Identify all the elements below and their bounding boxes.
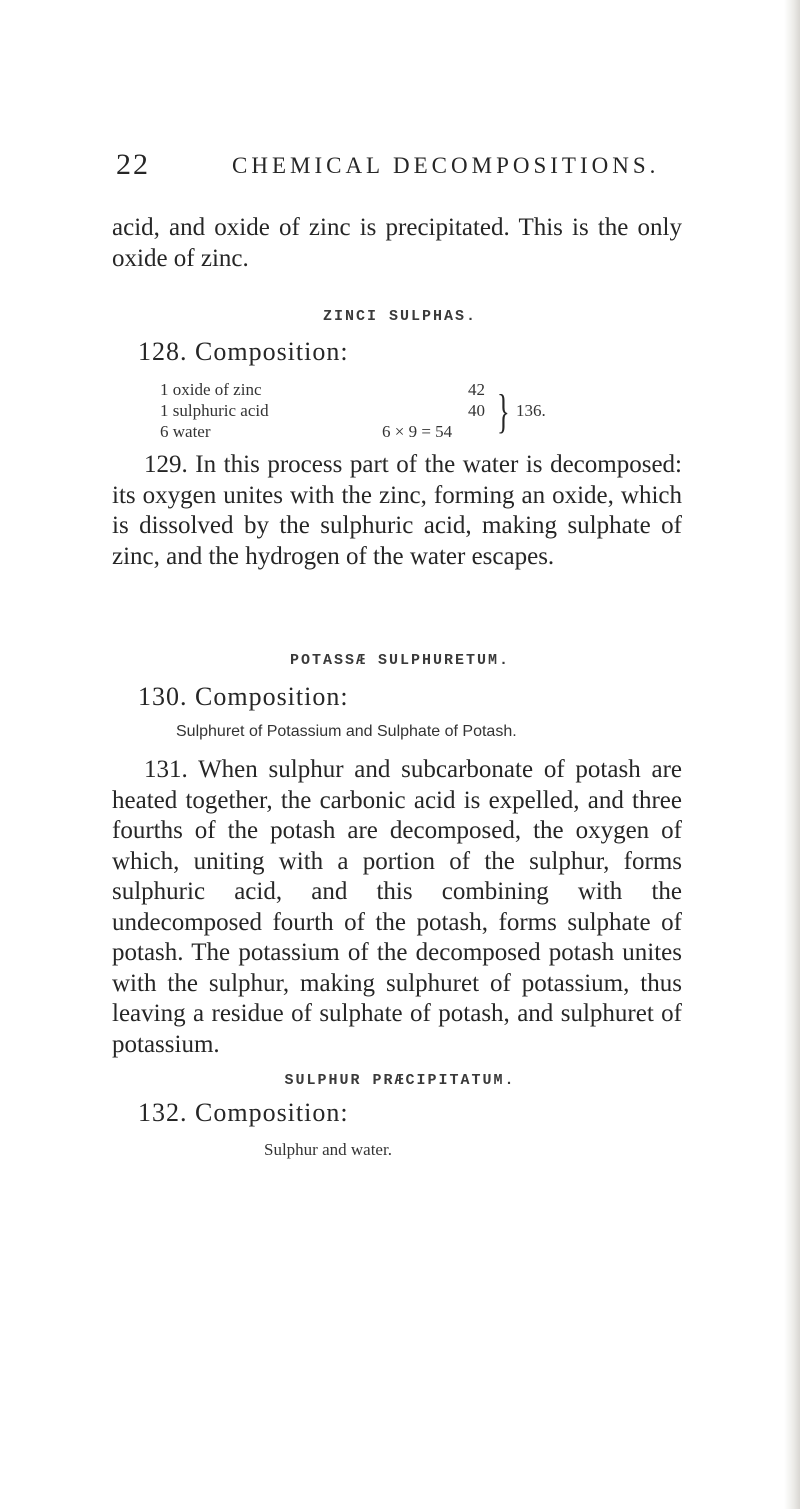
paragraph-continuation: acid, and oxide of zinc is precipitated. This is the only oxide of zinc. <box>112 214 682 272</box>
comp-row-name: 1 oxide of zinc <box>160 380 262 399</box>
comp-total: 136. <box>516 401 546 420</box>
comp-row-value: 6 × 9 = 54 <box>382 422 453 441</box>
section-heading-sulphur-praecipitatum: SULPHUR PRÆCIPITATUM. <box>284 1072 516 1089</box>
composition-label-130: 130. Composition: <box>138 682 349 711</box>
section-heading-potassae-sulphuretum: POTASSÆ SULPHURETUM. <box>289 652 511 669</box>
page-edge-shadow <box>784 0 800 1509</box>
composition-text-132: Sulphur and water. <box>264 1140 392 1159</box>
section-heading-zinci-sulphas: ZINCI SULPHAS. <box>322 308 478 325</box>
paragraph-129: 129. In this process part of the water is decomposed: its oxygen unites with the zinc, forming an oxide, which is dissolved by the sulphuric acid, making sulphate of zinc, and the hydrogen of the water escapes. <box>112 451 682 570</box>
composition-label-132: 132. Composition: <box>138 1098 349 1127</box>
running-head-title: CHEMICAL DECOMPOSITIONS. <box>232 153 660 178</box>
comp-row-name: 6 water <box>160 422 211 441</box>
comp-row-value: 40 <box>468 401 485 420</box>
curly-brace-icon: } <box>497 385 510 438</box>
page-number: 22 <box>116 148 150 181</box>
composition-label-128: 128. Composition: <box>138 337 349 366</box>
composition-text-130: Sulphuret of Potassium and Sulphate of Potash. <box>176 723 517 740</box>
comp-row-name: 1 sulphuric acid <box>160 401 269 420</box>
running-head <box>116 148 676 184</box>
paragraph-131: 131. When sulphur and subcarbonate of potash are heated together, the carbonic acid is expelled, and three fourths of the potash are decomposed, the oxygen of which, uniting with a portion of the sulphur, forms sulphuric acid, and this combining with the undecomposed fourth of the potash, forms sulphate of potash. The potassium of the decomposed potash unites with the sulphur, making sulphuret of potassium, thus leaving a residue of sulphate of potash, and sulphuret of potassium. <box>112 756 682 1058</box>
comp-row-value: 42 <box>468 380 485 399</box>
